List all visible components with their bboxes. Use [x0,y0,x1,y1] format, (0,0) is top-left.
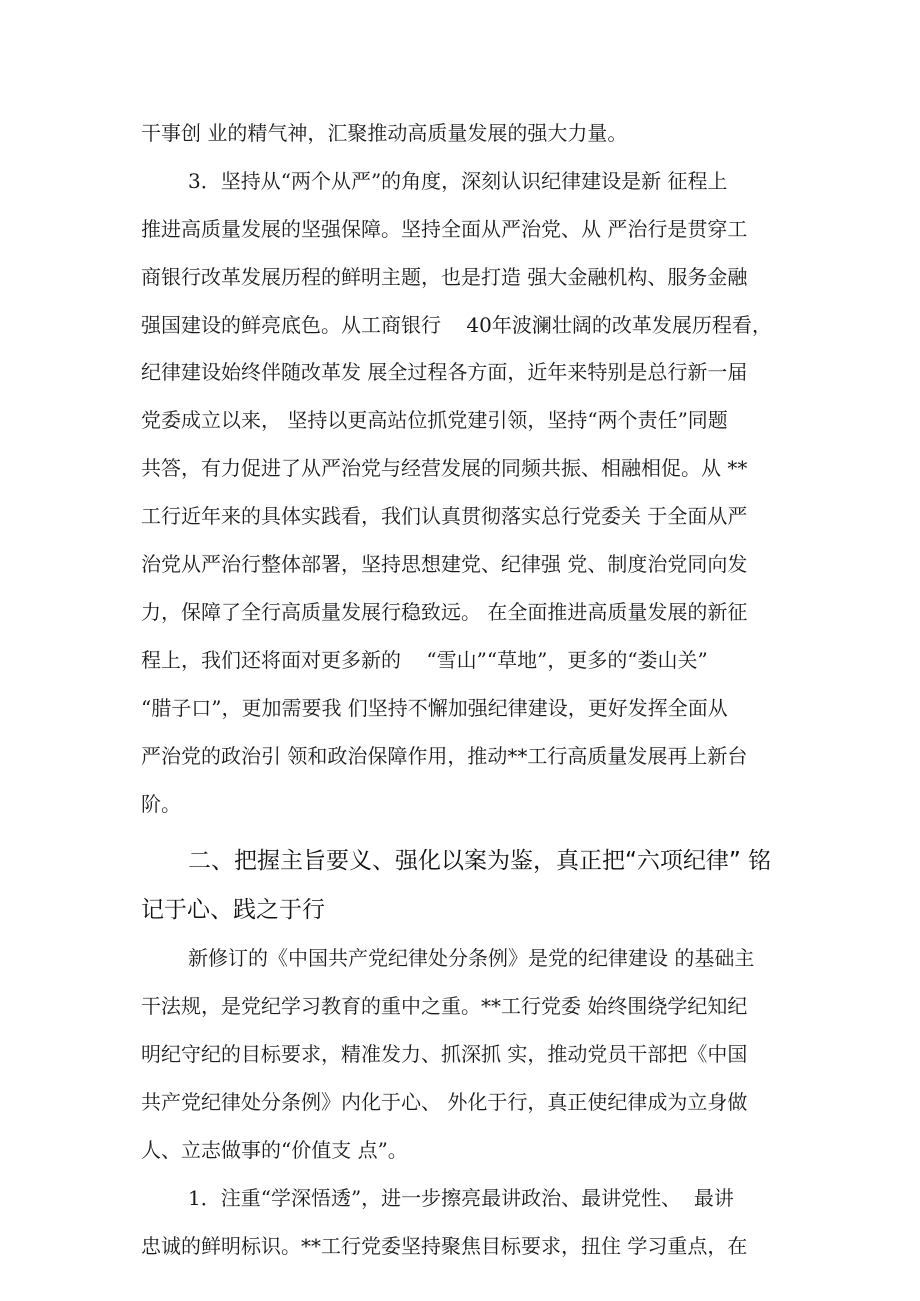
body-text-line: 干法规，是党纪学习教育的重中之重。**工行党委 始终围绕学纪知纪 [141,994,748,1018]
body-text-line: 干事创 业的精气神，汇聚推动高质量发展的强大力量。 [141,121,628,145]
body-text-line: 共答，有力促进了从严治党与经营发展的同频共振、相融相促。从 ** [141,456,748,480]
body-text-line: 阶。 [141,792,181,816]
body-text-line: 忠诚的鲜明标识。**工行党委坚持聚焦目标要求，扭住 学习重点，在 [141,1234,748,1258]
body-text-line: 商银行改革发展历程的鲜明主题，也是打造 强大金融机构、服务金融 [141,265,748,289]
body-text-line: 纪律建设始终伴随改革发 展全过程各方面，近年来特别是总行新一届 [141,360,748,384]
body-text-line: 治党从严治行整体部署，坚持思想建党、纪律强 党、制度治党同向发 [141,552,748,576]
body-text-line: 共产党纪律处分条例》内化于心、 外化于行，真正使纪律成为立身做 [141,1090,748,1114]
section-heading: 二、把握主旨要义、强化以案为鉴，真正把“六项纪律” 铭 [188,848,772,874]
body-text-line: 力，保障了全行高质量发展行稳致远。 在全面推进高质量发展的新征 [141,600,748,624]
body-text-line: 党委成立以来， 坚持以更高站位抓党建引领，坚持“两个责任”同题 [141,408,728,432]
body-text-line: 程上，我们还将面对更多新的 “雪山”“草地”，更多的“娄山关” [141,648,708,672]
body-text-line: 人、立志做事的“价值支 点”。 [141,1138,408,1162]
body-text-line: 严治党的政治引 领和政治保障作用，推动**工行高质量发展再上新台 [141,744,748,768]
section-heading: 记于心、践之于行 [141,897,325,923]
body-text-line: 强国建设的鲜亮底色。从工商银行 40年波澜壮阔的改革发展历程看， [141,313,772,337]
body-text-line: 明纪守纪的目标要求，精准发力、抓深抓 实，推动党员干部把《中国 [141,1042,748,1066]
body-text-line: 1．注重“学深悟透”，进一步擦亮最讲政治、最讲党性、 最讲 [188,1186,734,1210]
body-text-line: 3．坚持从“两个从严”的角度，深刻认识纪律建设是新 征程上 [188,169,728,193]
body-text-line: 工行近年来的具体实践看，我们认真贯彻落实总行党委关 于全面从严 [141,504,748,528]
body-text-line: 新修订的《中国共产党纪律处分条例》是党的纪律建设 的基础主 [188,946,755,970]
body-text-line: 推进高质量发展的坚强保障。坚持全面从严治党、从 严治行是贯穿工 [141,217,748,241]
body-text-line: “腊子口”，更加需要我 们坚持不懈加强纪律建设，更好发挥全面从 [141,696,728,720]
